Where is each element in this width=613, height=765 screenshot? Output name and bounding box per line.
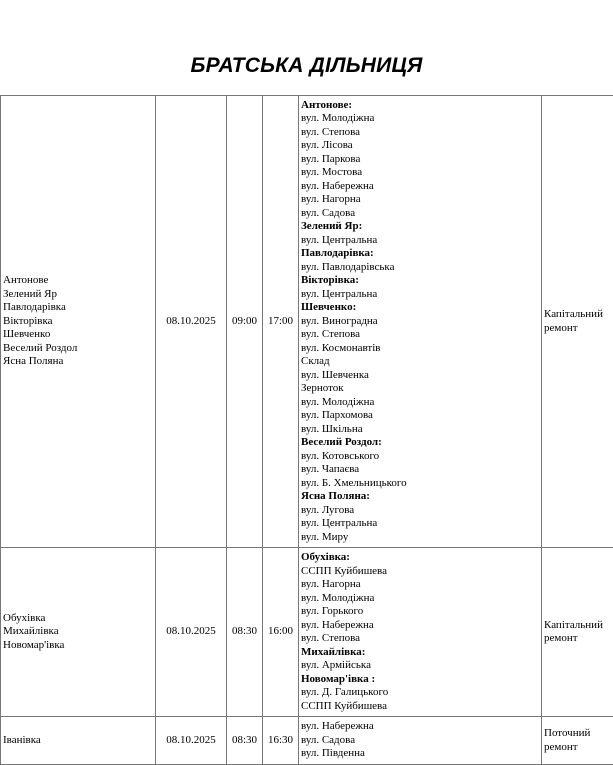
settlement-name: Іванівка xyxy=(3,734,153,748)
end-time-cell: 17:00 xyxy=(263,96,299,548)
street-name: вул. Степова xyxy=(301,126,539,140)
page-title: БРАТСЬКА ДІЛЬНИЦЯ xyxy=(0,54,613,78)
street-name: вул. Молодіжна xyxy=(301,396,539,410)
street-name: вул. Нагорна xyxy=(301,578,539,592)
street-name: вул. Шевченка xyxy=(301,369,539,383)
street-name: вул. Шкільна xyxy=(301,423,539,437)
settlement-name: Ясна Поляна xyxy=(3,355,153,369)
street-name: вул. Миру xyxy=(301,531,539,545)
work-type-line: ремонт xyxy=(544,632,613,646)
street-name: вул. Молодіжна xyxy=(301,112,539,126)
settlement-name: Веселий Роздол xyxy=(3,342,153,356)
street-name: вул. Д. Галицького xyxy=(301,686,539,700)
street-name: Зерноток xyxy=(301,382,539,396)
table-row xyxy=(1,548,613,717)
settlement-heading: Обухівка: xyxy=(301,551,539,565)
street-name: вул. Центральна xyxy=(301,517,539,531)
street-name: ССПП Куйбишева xyxy=(301,565,539,579)
street-name: вул. Степова xyxy=(301,632,539,646)
street-name: вул. Пархомова xyxy=(301,409,539,423)
settlement-heading: Антонове: xyxy=(301,99,539,113)
street-name: вул. Набережна xyxy=(301,720,539,734)
street-name: вул. Паркова xyxy=(301,153,539,167)
work-type-cell xyxy=(542,96,613,548)
work-type-line: Поточний xyxy=(544,727,613,741)
street-name: вул. Садова xyxy=(301,734,539,748)
street-name: вул. Центральна xyxy=(301,234,539,248)
street-name: вул. Космонавтів xyxy=(301,342,539,356)
street-name: вул. Виноградна xyxy=(301,315,539,329)
settlement-name: Шевченко xyxy=(3,328,153,342)
settlement-heading: Шевченко: xyxy=(301,301,539,315)
settlement-heading: Ясна Поляна: xyxy=(301,490,539,504)
settlement-name: Павлодарівка xyxy=(3,301,153,315)
work-type-line: Капітальний xyxy=(544,619,613,633)
work-type-line: Капітальний xyxy=(544,308,613,322)
settlement-name: Михайлівка xyxy=(3,625,153,639)
end-time-cell: 16:30 xyxy=(263,717,299,765)
settlement-heading: Зелений Яр: xyxy=(301,220,539,234)
street-name: вул. Садова xyxy=(301,207,539,221)
street-name: вул. Центральна xyxy=(301,288,539,302)
street-name: вул. Нагорна xyxy=(301,193,539,207)
street-name: вул. Молодіжна xyxy=(301,592,539,606)
street-name: вул. Чапаєва xyxy=(301,463,539,477)
start-time-cell: 08:30 xyxy=(227,548,263,717)
street-name: вул. Армійська xyxy=(301,659,539,673)
date-cell: 08.10.2025 xyxy=(156,717,227,765)
streets-cell xyxy=(299,548,542,717)
streets-cell xyxy=(299,96,542,548)
street-name: Склад xyxy=(301,355,539,369)
work-type-line: ремонт xyxy=(544,322,613,336)
table-body xyxy=(1,96,613,765)
settlements-cell xyxy=(1,717,156,765)
streets-cell xyxy=(299,717,542,765)
street-name: вул. Лісова xyxy=(301,139,539,153)
street-name: вул. Горького xyxy=(301,605,539,619)
settlement-heading: Новомар'івка : xyxy=(301,673,539,687)
table-row xyxy=(1,96,613,548)
street-name: ССПП Куйбишева xyxy=(301,700,539,714)
end-time-cell: 16:00 xyxy=(263,548,299,717)
settlement-name: Зелений Яр xyxy=(3,288,153,302)
table-row xyxy=(1,717,613,765)
start-time-cell: 09:00 xyxy=(227,96,263,548)
settlement-heading: Веселий Роздол: xyxy=(301,436,539,450)
work-type-cell xyxy=(542,717,613,765)
street-name: вул. Набережна xyxy=(301,180,539,194)
settlement-name: Обухівка xyxy=(3,612,153,626)
street-name: вул. Котовського xyxy=(301,450,539,464)
outage-schedule-table xyxy=(0,95,613,765)
work-type-cell xyxy=(542,548,613,717)
street-name: вул. Набережна xyxy=(301,619,539,633)
street-name: вул. Б. Хмельницького xyxy=(301,477,539,491)
street-name: вул. Південна xyxy=(301,747,539,761)
start-time-cell: 08:30 xyxy=(227,717,263,765)
street-name: вул. Лугова xyxy=(301,504,539,518)
settlement-heading: Вікторівка: xyxy=(301,274,539,288)
date-cell: 08.10.2025 xyxy=(156,548,227,717)
settlement-name: Вікторівка xyxy=(3,315,153,329)
settlement-name: Антонове xyxy=(3,274,153,288)
street-name: вул. Степова xyxy=(301,328,539,342)
settlement-heading: Павлодарівка: xyxy=(301,247,539,261)
street-name: вул. Мостова xyxy=(301,166,539,180)
settlements-cell xyxy=(1,548,156,717)
date-cell: 08.10.2025 xyxy=(156,96,227,548)
street-name: вул. Павлодарівська xyxy=(301,261,539,275)
settlements-cell xyxy=(1,96,156,548)
settlement-name: Новомар'івка xyxy=(3,639,153,653)
work-type-line: ремонт xyxy=(544,741,613,755)
settlement-heading: Михайлівка: xyxy=(301,646,539,660)
